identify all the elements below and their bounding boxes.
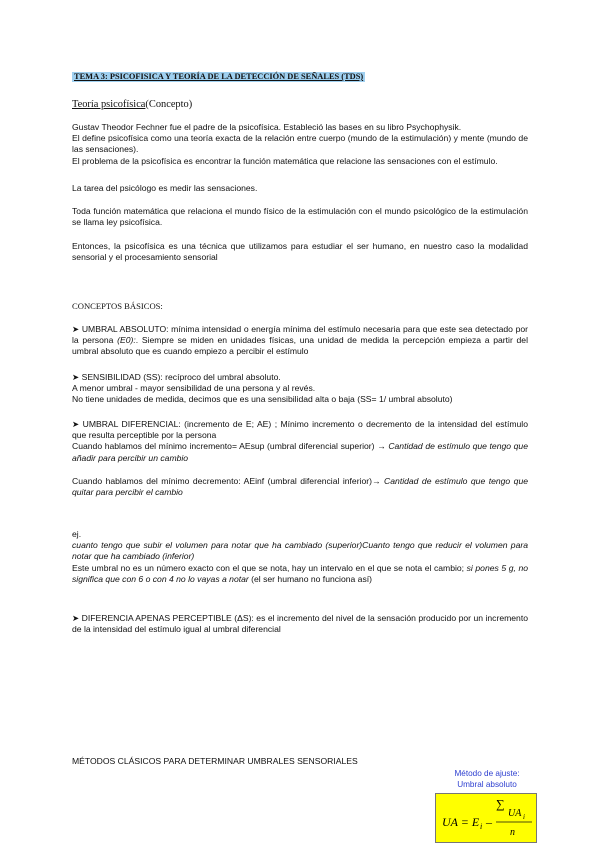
formula-sigma: ∑: [496, 797, 505, 811]
umbral-diferencial-sup: Cuando hablamos del mínimo incremento= AEsup (umbral diferencial superior) → Cantidad de estímulo que tengo que añadir para percibir un cambio: [72, 441, 528, 463]
sensibilidad-line: ➤ SENSIBILIDAD (SS): recíproco del umbral absoluto.: [72, 372, 281, 382]
intro-block: [72, 122, 528, 167]
umbral-diferencial-block: [72, 419, 528, 498]
subtitle-main: Teoría psicofísica: [72, 99, 146, 110]
formula-note-line: Método de ajuste:: [454, 769, 520, 778]
umbral-diferencial-inf: Cuando hablamos del mínimo decremento: AEinf (umbral diferencial inferior)→ Cantidad de estímulo que tengo que quitar para percibir el cambio: [72, 475, 529, 498]
umbral-absoluto-symbol: (E0):: [117, 335, 136, 346]
intro-paragraph: Gustav Theodor Fechner fue el padre de la psicofísica. Estableció las bases en su libro Psychophysik.: [72, 122, 462, 132]
intro-paragraph: El define psicofísica como una teoría exacta de la relación entre cuerpo (mundo de la estimulación) y mente (mundo de las sensaciones).: [72, 133, 528, 155]
formula-minus: –: [486, 815, 492, 829]
formula-den: n: [510, 827, 515, 838]
ejemplo-line-2: Este umbral no es un número exacto con el que se nota, hay un intervalo en el que se nota el cambio; si pones 5 g, no significa que con 6 o con 4 no lo vayas a notar (el ser humano no funciona así): [72, 562, 528, 584]
ejemplo-label: ej.: [72, 529, 82, 539]
dap-block: ➤ DIFERENCIA APENAS PERCEPTIBLE (ΔS): es el incremento del nivel de la sensación producido por un incremento de la intensidad del estímulo igual al umbral diferencial: [72, 613, 528, 635]
sensibilidad-line: A menor umbral - mayor sensibilidad de una persona y al revés.: [72, 383, 316, 394]
intro-paragraph: Entonces, la psicofísica es una técnica que utilizamos para estudiar el ser humano, en nuestro caso la modalidad sensorial y el procesamiento sensorial: [72, 241, 528, 263]
ejemplo-block: [72, 529, 528, 585]
formula-num-sub: i: [523, 813, 525, 821]
formula-note-line: Umbral absoluto: [457, 780, 517, 789]
sensibilidad-block: [72, 372, 528, 406]
formula-box: [435, 793, 537, 843]
umbral-diferencial-def: ➤ UMBRAL DIFERENCIAL: (incremento de E; AE) ; Mínimo incremento o decremento de la intensidad del estímulo que resulta perceptible por la persona: [72, 419, 528, 441]
intro-paragraph: El problema de la psicofísica es encontrar la función matemática que relacione las sensaciones con el estímulo.: [72, 155, 498, 166]
formula-num: UA: [508, 808, 522, 819]
section-subtitle: [72, 99, 192, 110]
formula-sub: i: [480, 822, 483, 831]
formula-lhs: UA = E: [442, 815, 480, 829]
umbral-absoluto-text: ➤ UMBRAL ABSOLUTO: mínima intensidad o energía mínima del estímulo necesaria para que este sea detectado por la persona: [72, 324, 528, 346]
ejemplo-line: cuanto tengo que subir el volumen para notar que ha cambiado (superior)Cuanto tengo que reducir el volumen para notar que ha cambiado (inferior): [72, 540, 528, 562]
umbral-absoluto-text-2: . Siempre se miden en unidades físicas, una unidad de medida la percepción empieza a partir del umbral absoluto que es cuando empiezo a percibir el estímulo: [72, 335, 528, 357]
umbral-absoluto-block: [72, 324, 528, 358]
metodos-heading: MÉTODOS CLÁSICOS PARA DETERMINAR UMBRALES SENSORIALES: [72, 756, 358, 766]
formula-graphic: [436, 794, 536, 842]
subtitle-paren: (Concepto): [145, 99, 193, 110]
sensibilidad-line: No tiene unidades de medida, decimos que es una sensibilidad alta o baja (SS= 1/ umbral absoluto): [72, 394, 453, 405]
intro-paragraph: La tarea del psicólogo es medir las sensaciones.: [72, 183, 258, 193]
conceptos-heading: CONCEPTOS BÁSICOS:: [72, 301, 163, 311]
page-title: TEMA 3: PSICOFISICA Y TEORÍA DE LA DETECCIÓN DE SEÑALES (TDS): [74, 72, 364, 81]
intro-paragraph: Toda función matemática que relaciona el mundo físico de la estimulación con el mundo psicológico de la estimulación se llama ley psicofísica.: [72, 206, 528, 228]
formula-note: [432, 768, 542, 790]
